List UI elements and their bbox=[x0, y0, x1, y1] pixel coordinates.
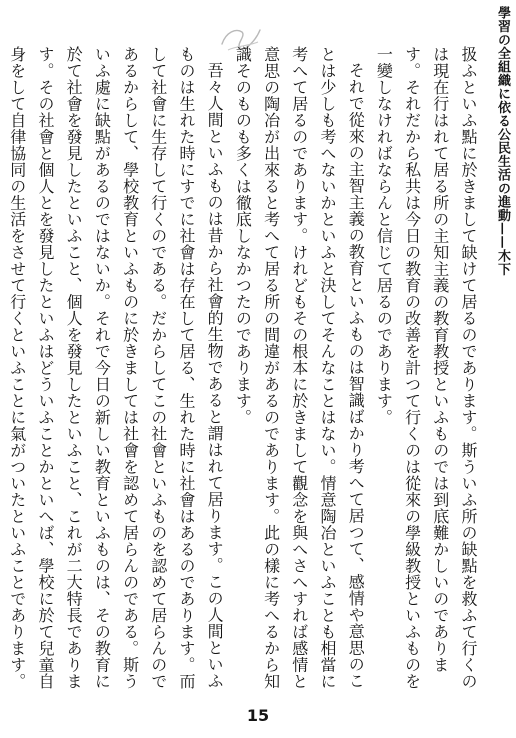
paragraph-1: 扱ふといふ點に於きまして缺けて居るのであります。斯ういふ所の缺點を救ふて行くのは現在行はれて居る所の主知主義の教育教授といふものでは到底難かしいのであります。それだから私共は今日の教育の改善を計つて行くのは從來の學級教授といふものを一變しなければならんと信じて居るのであります。 bbox=[374, 46, 478, 690]
page-number: 15 bbox=[246, 706, 270, 725]
paragraph-2: それで從來の主智主義の教育といふものは智識ばかり考へて居つて、感情や意思のことは少しも考へないかといふと決してそんなことはない。情意陶冶といふことも相當に考へて居るのであります。けれどもその根本に於きまして觀念を與へさへすれば感情と意思の陶冶が出來ると考へて居る所の間違があるのであります。此の樣に考へるから知識そのものも多くは徹底しなかつたのであります。 bbox=[233, 46, 366, 690]
running-header: 學習の全組織に依る公民生活の進動——木下 bbox=[495, 6, 510, 276]
main-text bbox=[7, 46, 482, 692]
paragraph-3: 吾々人間といふものは昔から社會的生物であると謂はれて居ります。この人間といふものは生れた時にすでに社會は存在して居る、生れた時に社會はあるのであります。而して社會に生存して行くのである。だからしてこの社會といふものを認めて居らんのであるからして、學校教育といふものに於きましては社會を認めて居らんのである。斯ういふ處に缺點があるのではないか。それで今日の新しい教育といふものは、その教育に於て社會を發見したといふこと、個人を發見したといふこと、これが二大特長であります。その社會と個人とを發見したといふはどういふことかといへば、學校に於て兒童自身をして自律協同の生活をさせて行くといふことに氣がついたといふことであります。 bbox=[7, 46, 225, 690]
